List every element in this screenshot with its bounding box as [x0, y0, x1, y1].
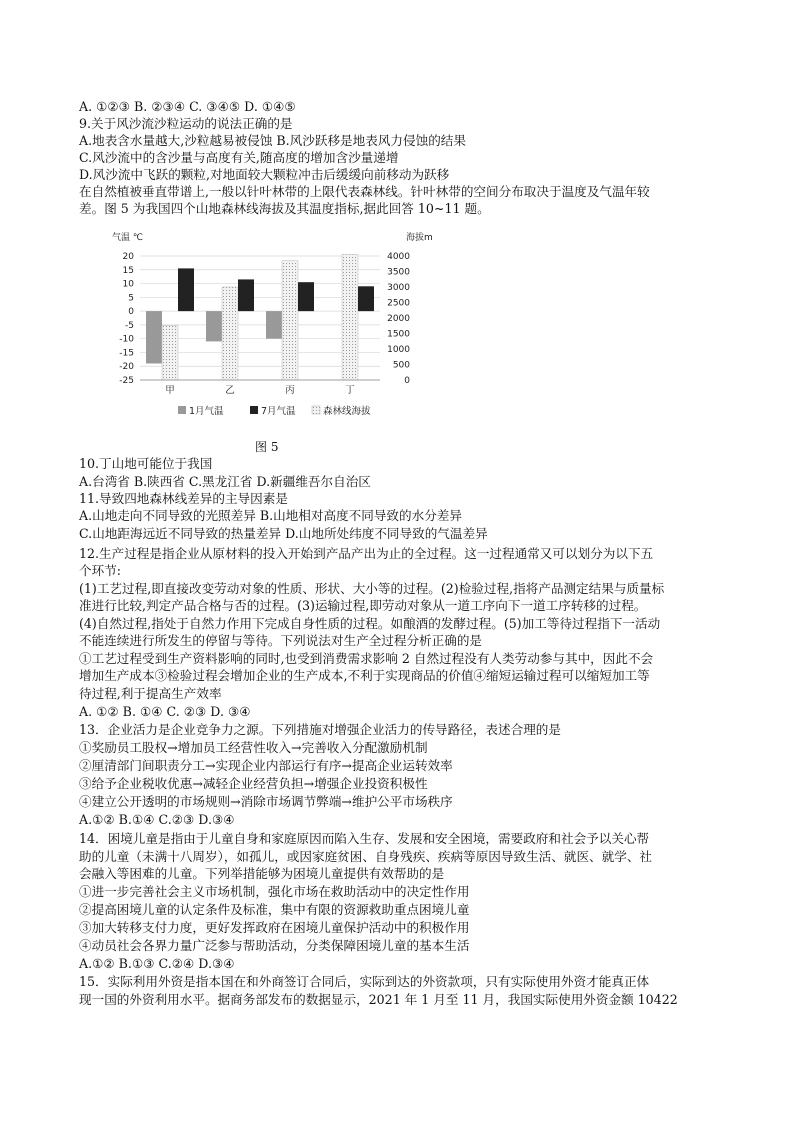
bar	[266, 311, 282, 339]
category-label: 甲	[165, 385, 175, 396]
text-line: ④建立公开透明的市场规则→消除市场调节弊端→维护公平市场秩序	[79, 794, 453, 809]
bar	[222, 287, 238, 380]
text-line: 9.关于风沙流沙粒运动的说法正确的是	[79, 116, 293, 131]
left-axis-title: 气温 ℃	[112, 233, 143, 243]
text-line: 待过程,利于提高生产效率	[79, 686, 222, 701]
left-tick-label: 20	[122, 252, 134, 262]
right-axis-title: 海拔m	[406, 233, 433, 243]
text-line: ①奖励员工股权→增加员工经营性收入→完善收入分配激励机制	[79, 740, 428, 755]
right-tick-label: 0	[404, 376, 410, 386]
text-line: 15．实际利用外资是指本国在和外商签订合同后，实际到达的外资款项，只有实际使用外资才能真正体	[79, 974, 650, 989]
left-tick-label: -15	[119, 348, 134, 359]
text-line: 在自然植被垂直带谱上,一般以针叶林带的上限代表森林线。针叶林带的空间分布取决于温度及气温年较	[79, 184, 650, 199]
text-line: ①工艺过程受到生产资料影响的同时,也受到消费需求影响 2 自然过程没有人类劳动参与其中，因此不会	[79, 651, 654, 666]
bar	[282, 261, 298, 380]
text-line: 不能连续进行所发生的停留与等待。下列说法对生产全过程分析正确的是	[79, 633, 482, 648]
left-tick-label: 15	[122, 265, 134, 276]
text-line: 13．企业活力是企业竞争力之源。下列措施对增强企业活力的传导路径，表述合理的是	[79, 722, 561, 737]
legend-label: 7月气温	[261, 406, 296, 417]
right-tick-label: 1000	[387, 345, 410, 355]
text-line: D.风沙流中飞跃的颗粒,对地面较大颗粒冲击后缓缓向前移动为跃移	[79, 167, 450, 182]
bar	[206, 311, 222, 341]
text-line: 10.丁山地可能位于我国	[79, 456, 213, 471]
legend-label: 森林线海拔	[323, 406, 371, 417]
right-tick-label: 500	[392, 360, 410, 371]
left-tick-label: 5	[128, 293, 134, 304]
bar	[358, 286, 374, 311]
left-tick-label: 0	[128, 307, 134, 318]
text-line: 12.生产过程是指企业从原材料的投入开始到产品产出为止的全过程。这一过程通常又可以划分为以下五	[79, 546, 654, 561]
bar	[178, 268, 194, 311]
text-line: ④动员社会各界力量广泛参与帮助活动，分类保障困境儿童的基本生活	[79, 938, 470, 953]
text-line: 助的儿童（未满十八周岁），如孤儿，或因家庭贫困、自身残疾、疾病等原因导致生活、就医、就学、社	[79, 849, 653, 864]
text-line: ③加大转移支付力度，更好发挥政府在困境儿童保护活动中的积极作用	[79, 920, 470, 935]
text-line: (4)自然过程,指处于自然力作用下完成自身性质的过程。如酿酒的发酵过程。(5)加工等待过程指下一活动	[79, 616, 661, 631]
text-line: 现一国的外资利用水平。据商务部发布的数据显示，2021 年 1 月至 11 月，我国实际使用外资金额 10422	[79, 992, 678, 1007]
text-line: 14．困境儿童是指由于儿童自身和家庭原因而陷入生存、发展和安全困境，需要政府和社会予以关心帮	[79, 831, 650, 846]
figure-caption: 图 5	[255, 440, 279, 454]
right-tick-label: 3500	[387, 267, 410, 278]
legend-swatch	[312, 406, 320, 414]
left-tick-label: -5	[125, 320, 134, 331]
text-line: A. ①②③ B. ②③④ C. ③④⑤ D. ①④⑤	[79, 99, 296, 114]
bar	[238, 279, 254, 311]
text-line: (1)工艺过程,即直接改变劳动对象的性质、形状、大小等的过程。(2)检验过程,指将产品测定结果与质量标	[79, 581, 665, 596]
category-label: 丙	[285, 385, 295, 396]
left-tick-label: -10	[119, 334, 134, 345]
text-line: 差。图 5 为我国四个山地森林线海拔及其温度指标,据此回答 10~11 题。	[79, 201, 490, 216]
category-label: 丁	[345, 385, 355, 396]
left-tick-label: -25	[119, 376, 134, 386]
left-tick-label: 10	[122, 279, 134, 290]
text-line: ①进一步完善社会主义市场机制，强化市场在救助活动中的决定性作用	[79, 884, 470, 899]
text-line: 个环节:	[79, 563, 122, 578]
text-line: A.台湾省 B.陕西省 C.黑龙江省 D.新疆维吾尔自治区	[79, 474, 371, 489]
legend-swatch	[178, 406, 186, 414]
text-line: A.地表含水量越大,沙粒越易被侵蚀 B.风沙跃移是地表风力侵蚀的结果	[79, 133, 466, 148]
bar	[162, 326, 178, 380]
text-line: 增加生产成本③检验过程会增加企业的生产成本,不利于实现商品的价值④缩短运输过程可以缩短加工等	[79, 668, 650, 683]
text-line: 11.导致四地森林线差异的主导因素是	[79, 491, 288, 506]
right-tick-label: 1500	[387, 329, 410, 340]
legend-swatch	[250, 406, 258, 414]
text-line: A.①② B.①③ C.②④ D.③④	[79, 956, 235, 971]
text-line: A.①② B.①④ C.②③ D.③④	[79, 812, 235, 827]
text-line: ②厘清部门间职责分工→实现企业内部运行有序→提高企业运转效率	[79, 758, 453, 773]
bar	[342, 254, 358, 380]
text-line: 准进行比较,判定产品合格与否的过程。(3)运输过程,即劳动对象从一道工序向下一道工序转移的过程。	[79, 598, 647, 613]
bar	[146, 311, 162, 363]
figure-5-chart	[100, 230, 440, 425]
legend-label: 1月气温	[189, 406, 224, 417]
left-tick-label: -20	[119, 362, 134, 373]
right-tick-label: 2000	[387, 314, 410, 324]
text-line: A.山地走向不同导致的光照差异 B.山地相对高度不同导致的水分差异	[79, 508, 462, 523]
text-line: C.风沙流中的含沙量与高度有关,随高度的增加含沙量递增	[79, 150, 399, 165]
right-tick-label: 4000	[387, 252, 410, 262]
right-tick-label: 3000	[387, 283, 410, 293]
category-label: 乙	[225, 385, 235, 396]
bar	[298, 282, 314, 311]
text-line: ②提高困境儿童的认定条件及标准，集中有限的资源救助重点困境儿童	[79, 902, 470, 917]
right-tick-label: 2500	[387, 298, 410, 309]
text-line: C.山地距海远近不同导致的热量差异 D.山地所处纬度不同导致的气温差异	[79, 526, 488, 541]
text-line: A. ①② B. ①④ C. ②③ D. ③④	[79, 704, 251, 719]
text-line: 会融入等困难的儿童。下列举措能够为困境儿童提供有效帮助的是	[79, 866, 445, 881]
text-line: ③给予企业税收优惠→减轻企业经营负担→增强企业投资积极性	[79, 776, 428, 791]
